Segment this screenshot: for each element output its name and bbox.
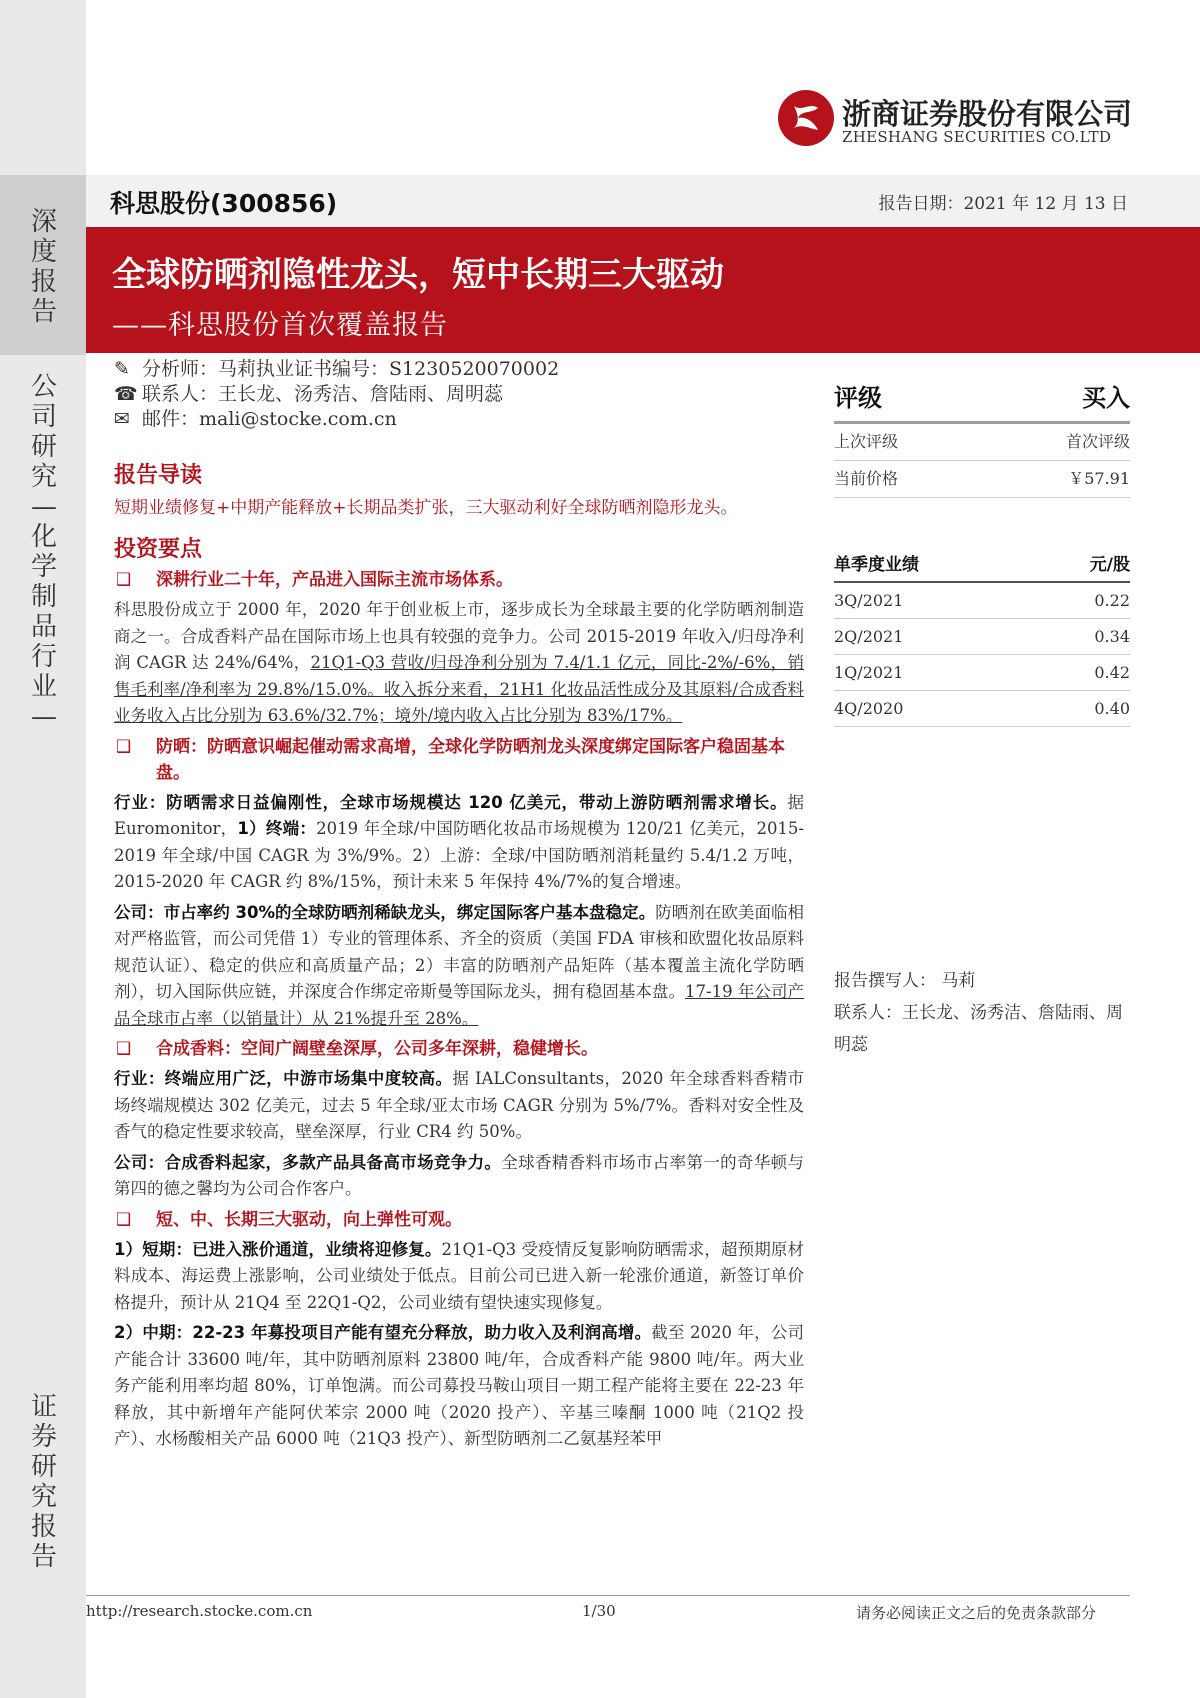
rating-value: 买入	[1082, 384, 1130, 412]
analyst-line: 分析师：马莉执业证书编号：S1230520070002	[142, 358, 560, 380]
pen-icon: ✎	[114, 358, 130, 380]
stock-name: 科思股份(300856)	[110, 189, 338, 218]
stock-bar	[86, 175, 1200, 229]
bullet-heading: ❑ 短、中、长期三大驱动，向上弹性可观。	[114, 1207, 804, 1233]
paragraph: 行业：终端应用广泛，中游市场集中度较高。据 IALConsultants，2020 年全球香料香精市场终端规模达 302 亿美元，过去 5 年全球/亚太市场 CAGR 分别为 5%/7%。香料对安全性及香气的稳定性要求较高，壁垒深厚，行业 CR4 约 50%。	[114, 1069, 804, 1141]
square-bullet-icon: ❑	[116, 1209, 132, 1230]
report-subtitle: ——科思股份首次覆盖报告	[112, 310, 448, 341]
title-banner	[86, 227, 1200, 353]
table-row: 1Q/2021 0.42	[834, 655, 1130, 691]
page-number: 1/30	[582, 1602, 616, 1620]
phone-icon: ☎	[114, 383, 138, 405]
square-bullet-icon: ❑	[116, 570, 132, 590]
zheshang-logo-icon	[776, 88, 836, 148]
invest-heading: 投资要点	[114, 537, 203, 562]
footer-disclaimer: 请务必阅读正文之后的免责条款部分	[856, 1604, 1097, 1622]
main-content	[114, 458, 804, 1457]
bullet-heading: ❑ 合成香料：空间广阔壁垒深厚，公司多年深耕，稳健增长。	[114, 1036, 804, 1062]
sidebar-report-type: 深度报告	[30, 207, 57, 327]
current-price-row: 当前价格 ￥57.91	[834, 461, 1130, 498]
logo-cn-name: 浙商证券股份有限公司	[842, 97, 1133, 131]
bullet-heading: ❑ 防晒：防晒意识崛起催动需求高增，全球化学防晒剂龙头深度绑定国际客户稳固基本盘。	[114, 734, 804, 786]
paragraph: 行业：防晒需求日益偏刚性，全球市场规模达 120 亿美元，带动上游防晒剂需求增长。据 Euromonitor，1）终端：2019 年全球/中国防晒化妆品市场规模为 120/21 亿美元，2015-2019 年全球/中国 CAGR 为 3%/9%。2）上游：全球/中国防晒剂消耗量约 5.4/1.2 万吨，2015-2020 年 CAGR 约 8%/15%，预计未来 5 年保持 4%/7%的复合增速。	[114, 792, 805, 891]
paragraph: 2）中期：22-23 年募投项目产能有望充分释放，助力收入及利润高增。截至 2020 年，公司产能合计 33600 吨/年，其中防晒剂原料 23800 吨/年，合成香料产能 9800 吨/年。两大业务产能利用率均超 80%，订单饱满。而公司募投马鞍山项目一期工程产能将主要在 22-23 年释放，其中新增年产能阿伏苯宗 2000 吨（2020 投产）、辛基三嗪酮 1000 吨（21Q2 投产）、水杨酸相关产品 6000 吨（21Q3 投产）、新型防晒剂二乙氨基羟苯甲	[114, 1323, 804, 1448]
logo-en-name: ZHESHANG SECURITIES CO.LTD	[842, 128, 1112, 146]
square-bullet-icon: ❑	[116, 1039, 132, 1059]
paragraph: 公司：合成香料起家，多款产品具备高市场竞争力。全球香精香料市场市占率第一的奇华顿与第四的德之馨均为公司合作客户。	[114, 1152, 805, 1198]
table-row: 4Q/2020 0.40	[834, 691, 1130, 727]
paragraph: 科思股份成立于 2000 年，2020 年于创业板上市，逐步成长为全球最主要的化学防晒剂制造商之一。合成香料产品在国际市场上也具有较强的竞争力。公司 2015-2019 年收入/归母净利润 CAGR 达 24%/64%，21Q1-Q3 营收/归母净利分别为 7.4/1.1 亿元，同比-2%/-6%，销售毛利率/净利率为 29.8%/15.0%。收入拆分来看，21H1 化妆品活性成分及其原料/合成香料业务收入占比分别为 63.6%/32.7%；境外/境内收入占比分别为 83%/17%。	[114, 600, 804, 725]
report-title: 全球防晒剂隐性龙头，短中长期三大驱动	[112, 255, 724, 295]
contact-line: 联系人：王长龙、汤秀洁、詹陆雨、周明蕊	[142, 383, 504, 405]
report-writer-info: 报告撰写人： 马莉 联系人：王长龙、汤秀洁、詹陆雨、周明蕊	[834, 971, 1123, 1055]
paragraph: 公司：市占率约 30%的全球防晒剂稀缺龙头，绑定国际客户基本盘稳定。防晒剂在欧美面临相对严格监管，而公司凭借 1）专业的管理体系、齐全的资质（美国 FDA 审核和欧盟化妆品原料规范认证）、稳定的供应和高质量产品；2）丰富的防晒剂产品矩阵（基本覆盖主流化学防晒剂），切入国际供应链，并深度合作绑定帝斯曼等国际龙头，拥有稳固基本盘。17-19 年公司产品全球市占率（以销量计）从 21%提升至 28%。	[114, 902, 805, 1028]
rating-label: 评级	[834, 384, 882, 412]
guide-heading: 报告导读	[114, 463, 203, 488]
table-row: 3Q/2021 0.22	[834, 583, 1130, 619]
rating-panel	[834, 378, 1130, 727]
table-row: 2Q/2021 0.34	[834, 619, 1130, 655]
rating-row	[834, 378, 1130, 424]
email-line: 邮件：mali@stocke.com.cn	[142, 408, 397, 430]
sidebar-category: 公司研究—化学制品行业—	[30, 372, 57, 732]
previous-rating-row: 上次评级 首次评级	[834, 424, 1130, 461]
bullet-heading: ❑ 深耕行业二十年，产品进入国际主流市场体系。	[114, 567, 804, 593]
guide-text: 短期业绩修复+中期产能释放+长期品类扩张，三大驱动利好全球防晒剂隐形龙头。	[114, 498, 738, 518]
company-logo	[776, 88, 1133, 158]
footer-divider	[86, 1595, 1130, 1596]
analyst-info	[114, 357, 559, 432]
footer-url[interactable]: http://research.stocke.com.cn	[86, 1602, 313, 1620]
paragraph: 1）短期：已进入涨价通道，业绩将迎修复。21Q1-Q3 受疫情反复影响防晒需求，超预期原材料成本、海运费上涨影响，公司业绩处于低点。目前公司已进入新一轮涨价通道，新签订单价格提升，预计从 21Q4 至 22Q1-Q2，公司业绩有望快速实现修复。	[114, 1239, 804, 1312]
square-bullet-icon: ❑	[116, 736, 132, 757]
mail-icon: ✉	[114, 408, 130, 430]
report-date: 报告日期：2021 年 12 月 13 日	[878, 194, 1128, 214]
quarterly-eps-header: 单季度业绩 元/股	[834, 550, 1130, 583]
sidebar-report-label: 证券研究报告	[30, 1392, 57, 1572]
